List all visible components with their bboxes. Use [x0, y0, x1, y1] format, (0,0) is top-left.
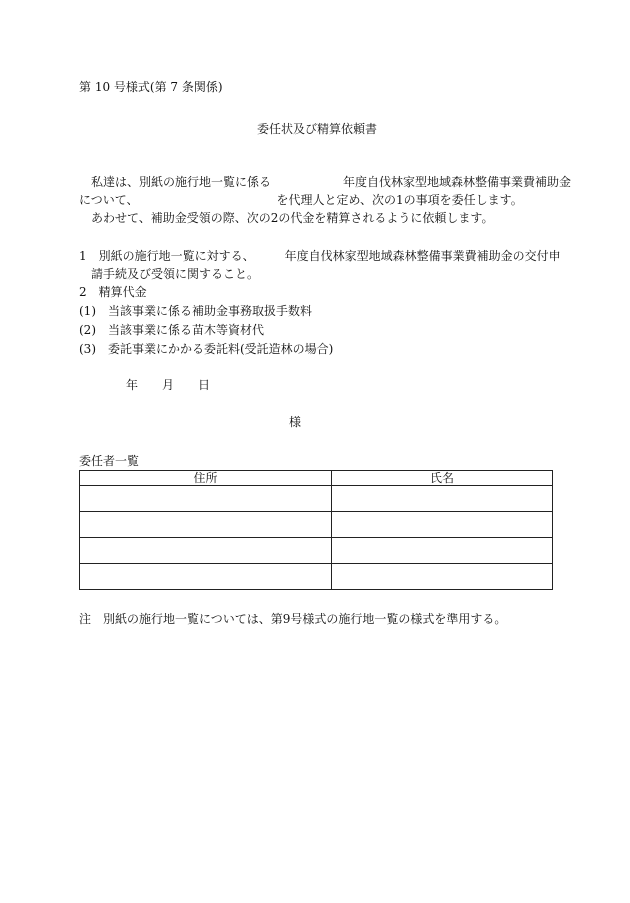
item-1-line-2: 請手続及び受領に関すること。 — [91, 267, 260, 281]
table-header-row — [80, 471, 553, 486]
table-row — [80, 564, 553, 590]
body-paragraph-line-1: 私達は、別紙の施行地一覧に係る 年度自伐林家型地域森林整備事業費補助金 — [91, 175, 572, 189]
address-cell[interactable] — [80, 512, 332, 538]
item-2-heading: 2 精算代金 — [79, 285, 147, 299]
address-cell[interactable] — [80, 538, 332, 564]
date-day-label: 日 — [198, 378, 211, 392]
column-header-name: 氏名 — [332, 471, 553, 486]
principals-table — [79, 470, 553, 590]
name-cell[interactable] — [332, 486, 553, 512]
address-cell[interactable] — [80, 486, 332, 512]
date-month-label: 月 — [162, 378, 175, 392]
principals-heading: 委任者一覧 — [79, 454, 140, 468]
addressee-suffix: 様 — [289, 415, 302, 429]
name-cell[interactable] — [332, 538, 553, 564]
address-cell[interactable] — [80, 564, 332, 590]
table-row — [80, 538, 553, 564]
form-number: 第 10 号様式(第 7 条関係) — [79, 80, 223, 94]
name-cell[interactable] — [332, 512, 553, 538]
body-paragraph-line-3: あわせて、補助金受領の際、次の2の代金を精算されるように依頼します。 — [91, 211, 494, 225]
name-cell[interactable] — [332, 564, 553, 590]
table-row — [80, 486, 553, 512]
settlement-item-1: (1) 当該事業に係る補助金事務取扱手数料 — [79, 304, 312, 318]
settlement-item-2: (2) 当該事業に係る苗木等資材代 — [79, 323, 264, 337]
table-row — [80, 512, 553, 538]
date-year-label: 年 — [126, 378, 139, 392]
column-header-address: 住所 — [80, 471, 332, 486]
settlement-item-3: (3) 委託事業にかかる委託料(受託造林の場合) — [79, 342, 334, 356]
footnote: 注 別紙の施行地一覧については、第9号様式の施行地一覧の様式を準用する。 — [79, 612, 507, 626]
body-paragraph-line-2: について、 を代理人と定め、次の1の事項を委任します。 — [79, 193, 523, 207]
item-1-line-1: 1 別紙の施行地一覧に対する、 年度自伐林家型地域森林整備事業費補助金の交付申 — [79, 249, 561, 263]
document-title: 委任状及び精算依頼書 — [257, 122, 378, 136]
